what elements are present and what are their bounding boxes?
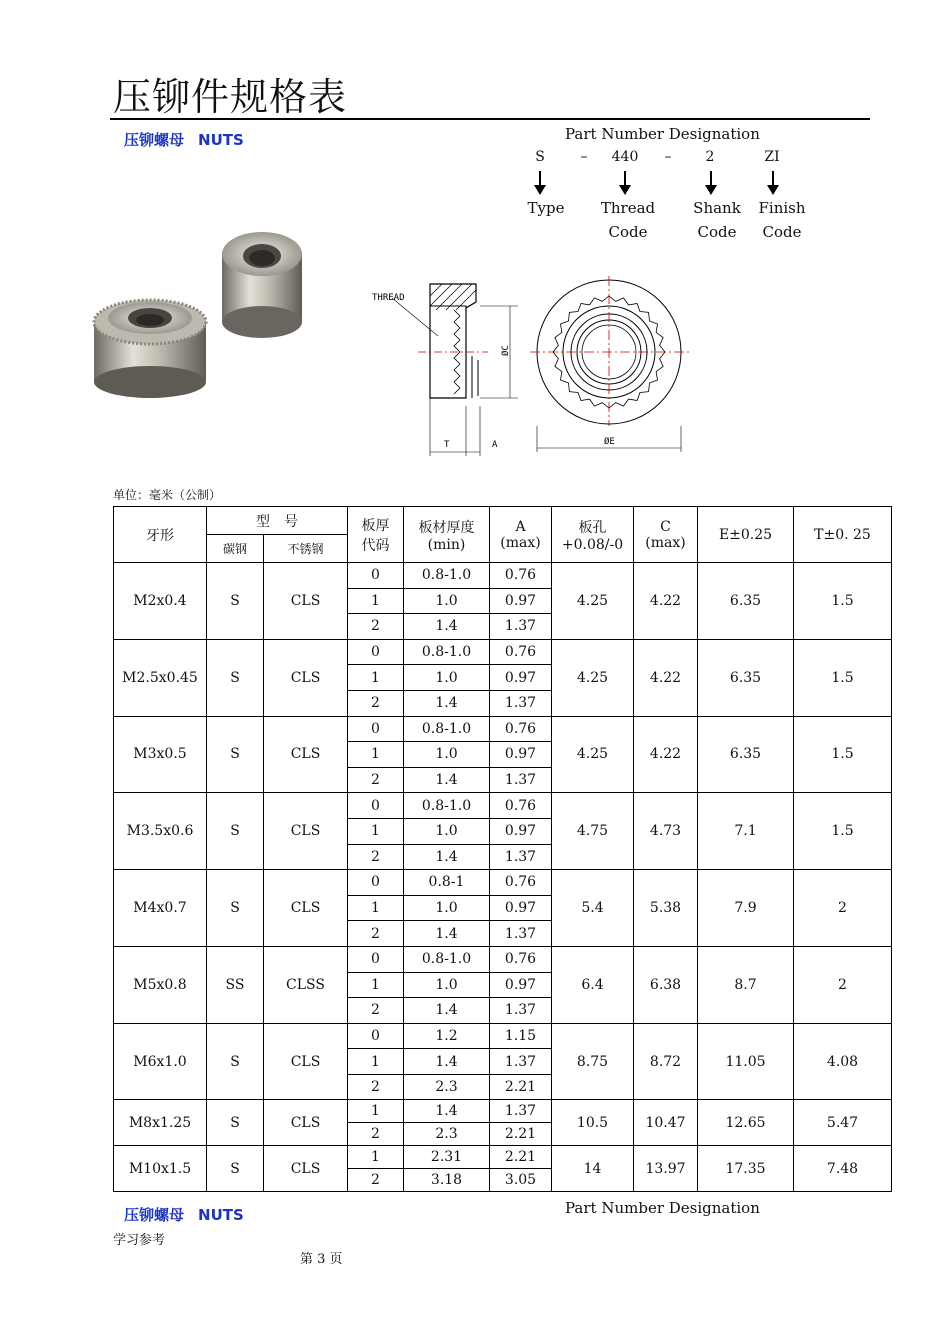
arrow-finish [772, 171, 774, 187]
cell-thickness: 1.2 [404, 1023, 490, 1049]
table-row [114, 946, 892, 972]
cell-stainless: CLS [264, 870, 348, 947]
section-en: NUTS [198, 131, 244, 149]
cell-e: 6.35 [698, 563, 794, 640]
cell-t: 5.47 [794, 1100, 892, 1146]
cell-thickness: 2.3 [404, 1074, 490, 1100]
cell-code: 2 [348, 998, 404, 1024]
cell-carbon: S [207, 870, 264, 947]
footer-section-header [124, 1204, 244, 1225]
cell-hole: 10.5 [552, 1100, 634, 1146]
cell-t: 2 [794, 870, 892, 947]
cell-carbon: S [207, 1100, 264, 1146]
cell-carbon: S [207, 716, 264, 793]
cell-c: 4.22 [634, 563, 698, 640]
cell-stainless: CLS [264, 716, 348, 793]
cell-carbon: S [207, 563, 264, 640]
cell-code: 2 [348, 1123, 404, 1146]
cell-thickness: 1.4 [404, 614, 490, 640]
cell-thickness: 2.3 [404, 1123, 490, 1146]
cell-hole: 4.25 [552, 716, 634, 793]
table-row [114, 793, 892, 819]
cell-a: 1.15 [490, 1023, 552, 1049]
header-carbon: 碳钢 [207, 535, 264, 563]
header-model: 型 号 [207, 507, 348, 535]
cell-hole: 4.75 [552, 793, 634, 870]
label-shank: Shank Code [693, 199, 741, 241]
cell-c: 8.72 [634, 1023, 698, 1100]
table-row [114, 1146, 892, 1169]
footer-note: 学习参考 [113, 1233, 166, 1248]
cell-hole: 4.25 [552, 639, 634, 716]
cell-e: 11.05 [698, 1023, 794, 1100]
cell-t: 1.5 [794, 716, 892, 793]
cell-a: 1.37 [490, 767, 552, 793]
section-header [124, 129, 244, 150]
header-thread: 牙形 [114, 507, 207, 563]
header-c: C (max) [634, 507, 698, 563]
cell-t: 1.5 [794, 563, 892, 640]
cell-code: 1 [348, 1049, 404, 1075]
footer-part-number-heading: Part Number Designation [565, 1199, 760, 1217]
cell-thread: M2.5x0.45 [114, 639, 207, 716]
cell-a: 2.21 [490, 1146, 552, 1169]
cell-e: 17.35 [698, 1146, 794, 1192]
cell-thickness: 1.0 [404, 742, 490, 768]
top-view-drawing [530, 276, 692, 456]
cell-code: 0 [348, 639, 404, 665]
cell-code: 0 [348, 793, 404, 819]
cell-a: 1.37 [490, 614, 552, 640]
cell-e: 12.65 [698, 1100, 794, 1146]
cell-thickness: 0.8-1.0 [404, 639, 490, 665]
cell-hole: 6.4 [552, 946, 634, 1023]
cell-a: 1.37 [490, 1049, 552, 1075]
cell-a: 1.37 [490, 1100, 552, 1123]
cell-thickness: 0.8-1.0 [404, 793, 490, 819]
cell-a: 0.76 [490, 946, 552, 972]
cell-e: 6.35 [698, 639, 794, 716]
code-finish: ZI [764, 149, 780, 165]
c-label: ØC [501, 345, 511, 356]
cell-stainless: CLS [264, 1023, 348, 1100]
cell-thickness: 1.0 [404, 895, 490, 921]
cell-a: 0.76 [490, 716, 552, 742]
cell-code: 1 [348, 972, 404, 998]
cell-thickness: 1.4 [404, 1049, 490, 1075]
cell-t: 2 [794, 946, 892, 1023]
cell-c: 10.47 [634, 1100, 698, 1146]
cell-a: 1.37 [490, 998, 552, 1024]
cell-stainless: CLSS [264, 946, 348, 1023]
header-code: 板厚 代码 [348, 507, 404, 563]
cell-thickness: 3.18 [404, 1169, 490, 1192]
cell-a: 1.37 [490, 921, 552, 947]
cell-a: 1.37 [490, 844, 552, 870]
header-t: T±0. 25 [794, 507, 892, 563]
cell-a: 2.21 [490, 1074, 552, 1100]
cell-stainless: CLS [264, 1146, 348, 1192]
cell-a: 0.97 [490, 665, 552, 691]
cell-code: 1 [348, 818, 404, 844]
cell-code: 0 [348, 870, 404, 896]
cell-c: 6.38 [634, 946, 698, 1023]
cell-a: 0.97 [490, 895, 552, 921]
arrow-thread [624, 171, 626, 187]
cell-code: 1 [348, 665, 404, 691]
unit-note: 单位：毫米（公制） [113, 488, 222, 502]
cell-a: 0.97 [490, 818, 552, 844]
cell-thread: M8x1.25 [114, 1100, 207, 1146]
cell-thickness: 2.31 [404, 1146, 490, 1169]
cell-thread: M5x0.8 [114, 946, 207, 1023]
title-rule [110, 118, 870, 120]
cell-thickness: 0.8-1.0 [404, 716, 490, 742]
cell-code: 2 [348, 1169, 404, 1192]
cell-code: 2 [348, 844, 404, 870]
cell-code: 0 [348, 1023, 404, 1049]
cell-a: 0.76 [490, 639, 552, 665]
cell-code: 2 [348, 767, 404, 793]
cell-t: 4.08 [794, 1023, 892, 1100]
cell-thickness: 0.8-1 [404, 870, 490, 896]
cell-e: 7.1 [698, 793, 794, 870]
cell-t: 1.5 [794, 793, 892, 870]
table-row [114, 870, 892, 896]
cell-e: 7.9 [698, 870, 794, 947]
cell-carbon: S [207, 1023, 264, 1100]
cell-thread: M4x0.7 [114, 870, 207, 947]
table-row [114, 639, 892, 665]
a-label: A [492, 440, 498, 450]
header-hole: 板孔 +0.08/-0 [552, 507, 634, 563]
cell-a: 0.97 [490, 742, 552, 768]
label-finish: Finish Code [758, 199, 806, 241]
side-section-drawing [368, 276, 528, 460]
cell-hole: 8.75 [552, 1023, 634, 1100]
footer-section-en: NUTS [198, 1206, 244, 1224]
table-row [114, 1100, 892, 1123]
cell-t: 1.5 [794, 639, 892, 716]
page-number: 第 3 页 [300, 1252, 343, 1267]
header-a: A (max) [490, 507, 552, 563]
cell-code: 2 [348, 690, 404, 716]
cell-hole: 14 [552, 1146, 634, 1192]
cell-code: 1 [348, 742, 404, 768]
page-title: 压铆件规格表 [113, 75, 348, 119]
cell-thickness: 1.4 [404, 690, 490, 716]
arrow-shank [710, 171, 712, 187]
cell-code: 0 [348, 563, 404, 589]
cell-thickness: 0.8-1.0 [404, 563, 490, 589]
cell-code: 1 [348, 588, 404, 614]
cell-carbon: S [207, 639, 264, 716]
cell-a: 0.76 [490, 870, 552, 896]
cell-thickness: 1.4 [404, 921, 490, 947]
thread-label: THREAD [372, 293, 405, 303]
cell-thread: M3x0.5 [114, 716, 207, 793]
cell-hole: 5.4 [552, 870, 634, 947]
cell-c: 4.73 [634, 793, 698, 870]
cell-code: 1 [348, 1146, 404, 1169]
cell-code: 2 [348, 1074, 404, 1100]
cell-c: 4.22 [634, 639, 698, 716]
cell-code: 0 [348, 946, 404, 972]
table-row [114, 716, 892, 742]
header-thickness: 板材厚度 (min) [404, 507, 490, 563]
cell-thickness: 1.4 [404, 1100, 490, 1123]
label-type: Type [527, 199, 565, 217]
cell-carbon: S [207, 793, 264, 870]
cell-thickness: 1.0 [404, 818, 490, 844]
code-thread: 440 [611, 149, 639, 165]
header-stainless: 不锈钢 [264, 535, 348, 563]
header-e: E±0.25 [698, 507, 794, 563]
cell-t: 7.48 [794, 1146, 892, 1192]
cell-thickness: 1.4 [404, 767, 490, 793]
part-number-heading: Part Number Designation [565, 125, 760, 143]
cell-c: 13.97 [634, 1146, 698, 1192]
cell-thickness: 1.0 [404, 588, 490, 614]
cell-thickness: 1.0 [404, 972, 490, 998]
spec-table [113, 506, 892, 1192]
cell-e: 8.7 [698, 946, 794, 1023]
cell-a: 0.76 [490, 563, 552, 589]
table-row [114, 1023, 892, 1049]
cell-e: 6.35 [698, 716, 794, 793]
cell-thread: M3.5x0.6 [114, 793, 207, 870]
cell-thickness: 1.4 [404, 998, 490, 1024]
footer-section-cn: 压铆螺母 [124, 1206, 185, 1224]
cell-code: 1 [348, 895, 404, 921]
cell-thread: M2x0.4 [114, 563, 207, 640]
cell-carbon: SS [207, 946, 264, 1023]
cell-a: 0.76 [490, 793, 552, 819]
code-dash-1: – [580, 149, 588, 165]
table-row [114, 563, 892, 589]
cell-c: 4.22 [634, 716, 698, 793]
section-cn: 压铆螺母 [124, 131, 185, 149]
cell-code: 0 [348, 716, 404, 742]
cell-a: 0.97 [490, 972, 552, 998]
code-type: S [535, 149, 545, 165]
cell-thickness: 1.0 [404, 665, 490, 691]
cell-code: 1 [348, 1100, 404, 1123]
cell-stainless: CLS [264, 563, 348, 640]
cell-code: 2 [348, 614, 404, 640]
label-thread: Thread Code [600, 199, 656, 241]
nuts-photo [86, 222, 316, 402]
code-shank: 2 [705, 149, 715, 165]
e-label: ØE [604, 437, 615, 447]
cell-thread: M10x1.5 [114, 1146, 207, 1192]
cell-thickness: 0.8-1.0 [404, 946, 490, 972]
cell-code: 2 [348, 921, 404, 947]
cell-a: 0.97 [490, 588, 552, 614]
cell-a: 1.37 [490, 690, 552, 716]
t-label: T [444, 440, 450, 450]
arrow-type [539, 171, 541, 187]
cell-carbon: S [207, 1146, 264, 1192]
cell-stainless: CLS [264, 1100, 348, 1146]
cell-c: 5.38 [634, 870, 698, 947]
code-dash-2: – [664, 149, 672, 165]
cell-a: 2.21 [490, 1123, 552, 1146]
cell-stainless: CLS [264, 793, 348, 870]
cell-thread: M6x1.0 [114, 1023, 207, 1100]
cell-hole: 4.25 [552, 563, 634, 640]
cell-stainless: CLS [264, 639, 348, 716]
cell-thickness: 1.4 [404, 844, 490, 870]
cell-a: 3.05 [490, 1169, 552, 1192]
